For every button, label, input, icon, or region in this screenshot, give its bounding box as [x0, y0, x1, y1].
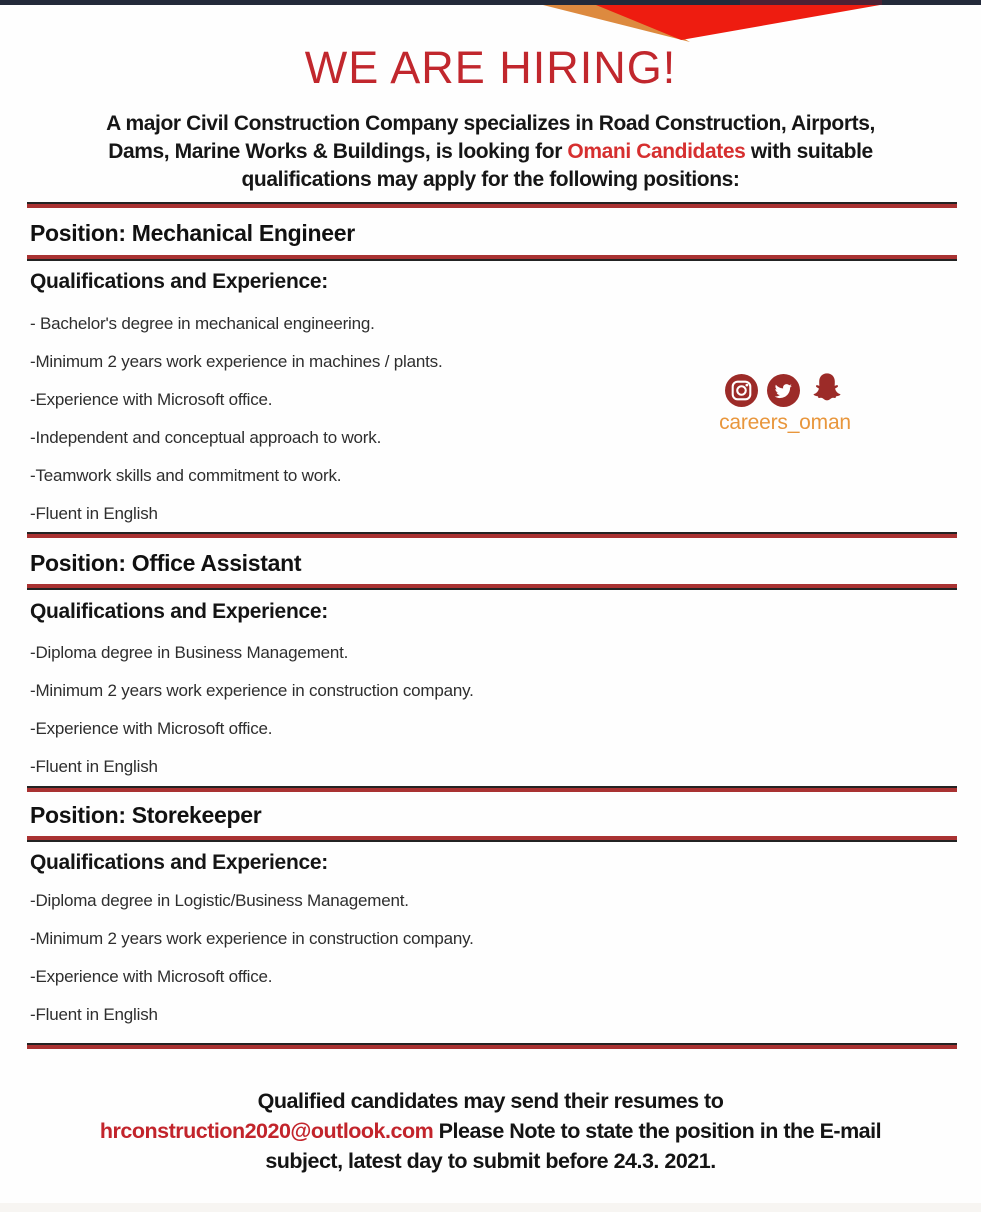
- position-title-mechanical-engineer: Position: Mechanical Engineer: [30, 220, 355, 246]
- intro-line-3: [0, 166, 981, 194]
- intro-line-2-after: with suitable: [745, 140, 873, 163]
- footer: [0, 1086, 981, 1176]
- section-divider: [27, 532, 957, 538]
- email-link[interactable]: hrconstruction2020@outlook.com: [99, 1119, 434, 1143]
- qualification-item: - Bachelor's degree in mechanical engineering.: [30, 314, 375, 333]
- intro-line-2: [0, 138, 981, 166]
- footer-line-3: [0, 1146, 981, 1176]
- snapchat-icon[interactable]: [809, 371, 845, 407]
- intro-line-2-before: Dams, Marine Works & Buildings, is looking for: [108, 140, 568, 163]
- intro-line-1-text: A major Civil Construction Company specializes in Road Construction, Airports,: [106, 112, 875, 135]
- qualification-item: -Fluent in English: [30, 1005, 158, 1024]
- bottom-strip: [0, 1203, 981, 1212]
- footer-line-2: [0, 1116, 981, 1146]
- qualifications-heading: Qualifications and Experience:: [30, 851, 328, 874]
- qualification-item: -Independent and conceptual approach to work.: [30, 428, 382, 447]
- intro-paragraph: [0, 110, 981, 194]
- intro-line-1: [0, 110, 981, 138]
- section-divider: [27, 255, 957, 261]
- qualification-item: -Fluent in English: [30, 757, 158, 776]
- qualifications-heading: Qualifications and Experience:: [30, 600, 328, 623]
- footer-line-1: [0, 1086, 981, 1116]
- social-block: [700, 371, 870, 435]
- qualification-list: [30, 314, 442, 542]
- qualification-item: -Diploma degree in Business Management.: [30, 643, 349, 662]
- qualification-item: -Experience with Microsoft office.: [30, 967, 273, 986]
- twitter-icon[interactable]: [767, 374, 800, 407]
- qualification-item: -Minimum 2 years work experience in construction company.: [30, 681, 474, 700]
- qualification-item: -Teamwork skills and commitment to work.: [30, 466, 342, 485]
- qualification-item: -Experience with Microsoft office.: [30, 390, 273, 409]
- footer-line-3-text: subject, latest day to submit before 24.3. 2021.: [265, 1149, 716, 1173]
- instagram-icon[interactable]: [725, 374, 758, 407]
- intro-highlight: Omani Candidates: [567, 140, 746, 163]
- section-divider: [27, 786, 957, 792]
- section-divider: [27, 836, 957, 842]
- footer-line-2-after: Please Note to state the position in the E-mail: [433, 1119, 882, 1143]
- qualifications-heading: Qualifications and Experience:: [30, 270, 328, 293]
- qualification-item: -Fluent in English: [30, 504, 158, 523]
- section-divider: [27, 584, 957, 590]
- qualification-item: -Minimum 2 years work experience in machines / plants.: [30, 352, 443, 371]
- section-divider: [27, 1043, 957, 1049]
- intro-line-3-text: qualifications may apply for the following positions:: [241, 168, 740, 191]
- social-handle[interactable]: careers_oman: [719, 411, 851, 434]
- page-title: WE ARE HIRING!: [304, 42, 677, 93]
- qualification-item: -Diploma degree in Logistic/Business Management.: [30, 891, 409, 910]
- qualification-item: -Experience with Microsoft office.: [30, 719, 273, 738]
- qualification-list: [30, 643, 474, 795]
- qualification-list: [30, 891, 474, 1043]
- ribbon-dark-strip: [740, 0, 882, 5]
- section-divider: [27, 202, 957, 208]
- social-icons-row: [700, 371, 870, 407]
- footer-line-1-text: Qualified candidates may send their resumes to: [257, 1089, 724, 1113]
- position-title-storekeeper: Position: Storekeeper: [30, 802, 262, 828]
- qualification-item: -Minimum 2 years work experience in construction company.: [30, 929, 474, 948]
- position-title-office-assistant: Position: Office Assistant: [30, 550, 302, 576]
